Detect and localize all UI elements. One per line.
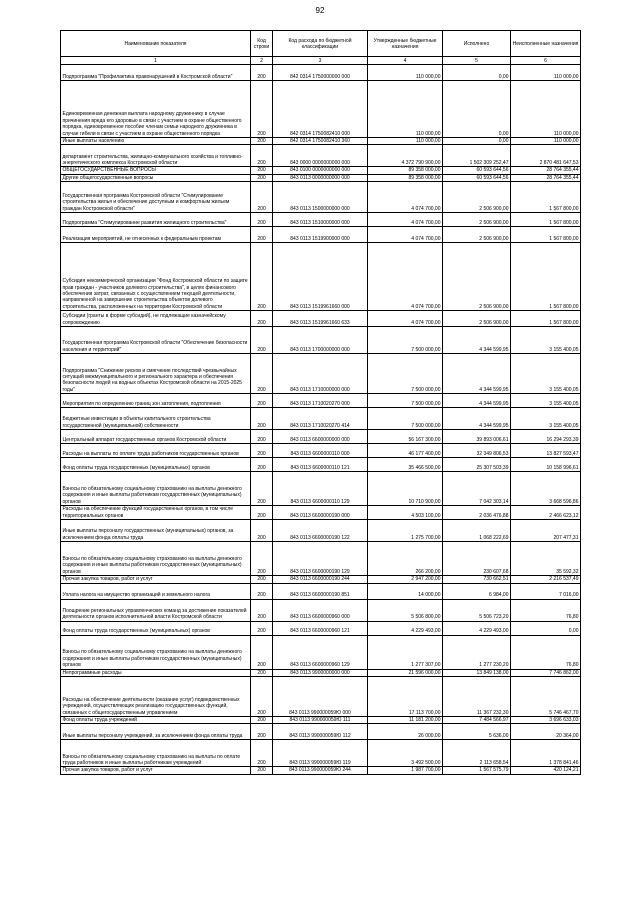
row-approved: 110 000,00 bbox=[368, 81, 443, 138]
row-unexecuted: 1 567 800,00 bbox=[511, 213, 581, 227]
header-name: Наименование показателя bbox=[61, 31, 251, 57]
row-class-code: 843 0113 990000059Ю 000 bbox=[273, 677, 368, 717]
row-class-code: 843 0113 1710000000 000 bbox=[273, 354, 368, 394]
table-row bbox=[61, 542, 581, 576]
row-unexecuted: 10 158 996,61 bbox=[511, 458, 581, 472]
row-class-code: 843 0113 990000059Ю 111 bbox=[273, 717, 368, 724]
row-executed: 2 506 900,00 bbox=[443, 311, 511, 327]
row-executed: 5 506 723,20 bbox=[443, 599, 511, 621]
table-row bbox=[61, 520, 581, 542]
row-unexecuted: 2 466 623,12 bbox=[511, 506, 581, 520]
row-code: 200 bbox=[251, 542, 273, 576]
row-name: Государственная программа Костромской области "Обеспечение безопасности населения и территорий" bbox=[61, 327, 251, 354]
row-class-code: 843 0113 1710020270 000 bbox=[273, 394, 368, 408]
row-unexecuted: 5 746 467,70 bbox=[511, 677, 581, 717]
row-unexecuted: 3 668 596,86 bbox=[511, 472, 581, 506]
row-executed: 11 367 232,30 bbox=[443, 677, 511, 717]
row-code: 200 bbox=[251, 174, 273, 181]
row-name: Взносы по обязательному социальному страхованию на выплаты денежного содержания и иные выплаты работникам государственных (муниципальных) органов bbox=[61, 635, 251, 669]
row-class-code: 843 0000 0000000000 000 bbox=[273, 145, 368, 167]
row-approved: 4 074 700,00 bbox=[368, 243, 443, 311]
row-name: Центральный аппарат государственных органов Костромской области bbox=[61, 430, 251, 444]
row-name: Расходы на обеспечение функций государственных органов, в том числе территориальных органов bbox=[61, 506, 251, 520]
header-class-code: Код расхода по бюджетной классификации bbox=[273, 31, 368, 57]
table-row bbox=[61, 167, 581, 174]
row-unexecuted: 3 155 400,05 bbox=[511, 354, 581, 394]
table-row bbox=[61, 635, 581, 669]
row-class-code: 842 0314 1750082410 000 bbox=[273, 81, 368, 138]
row-approved: 1 275 700,00 bbox=[368, 520, 443, 542]
row-executed: 32 349 806,53 bbox=[443, 444, 511, 458]
row-name: Государственная программа Костромской области "Стимулирование строительства жилья и обеспечение доступным и комфортным жильем граждан Костромской области" bbox=[61, 182, 251, 213]
row-executed: 230 607,68 bbox=[443, 542, 511, 576]
row-class-code: 843 0113 6600000190 129 bbox=[273, 542, 368, 576]
row-approved: 26 000,00 bbox=[368, 724, 443, 740]
row-executed: 7 042 303,14 bbox=[443, 472, 511, 506]
table-row bbox=[61, 430, 581, 444]
table-row bbox=[61, 724, 581, 740]
row-unexecuted: 1 567 800,00 bbox=[511, 311, 581, 327]
row-unexecuted: 28 764 355,44 bbox=[511, 167, 581, 174]
row-executed: 4 229 493,00 bbox=[443, 621, 511, 635]
table-row bbox=[61, 740, 581, 767]
row-unexecuted: 3 696 633,03 bbox=[511, 717, 581, 724]
row-code: 200 bbox=[251, 327, 273, 354]
table-row bbox=[61, 394, 581, 408]
row-class-code: 843 0113 6600000960 000 bbox=[273, 599, 368, 621]
row-executed: 1 502 309 252,47 bbox=[443, 145, 511, 167]
table-row bbox=[61, 311, 581, 327]
row-unexecuted: 7 016,00 bbox=[511, 583, 581, 599]
row-code: 200 bbox=[251, 506, 273, 520]
row-approved: 4 074 700,00 bbox=[368, 227, 443, 243]
header-unexecuted: Неисполненные назначения bbox=[511, 31, 581, 57]
row-approved: 89 358 000,00 bbox=[368, 174, 443, 181]
row-code: 200 bbox=[251, 430, 273, 444]
row-approved: 11 181 200,00 bbox=[368, 717, 443, 724]
row-unexecuted: 2 870 481 647,53 bbox=[511, 145, 581, 167]
row-class-code: 843 0113 6600000110 129 bbox=[273, 472, 368, 506]
row-code: 200 bbox=[251, 65, 273, 81]
row-unexecuted: 420 124,21 bbox=[511, 767, 581, 774]
row-name: Взносы по обязательному социальному страхованию на выплаты денежного содержания и иные выплаты работникам государственных (муниципальных) органов bbox=[61, 542, 251, 576]
row-executed: 2 506 900,00 bbox=[443, 243, 511, 311]
table-header-row bbox=[61, 31, 581, 57]
row-approved: 4 074 700,00 bbox=[368, 182, 443, 213]
row-approved: 35 466 500,00 bbox=[368, 458, 443, 472]
page-number: 92 bbox=[315, 6, 325, 15]
table-row bbox=[61, 472, 581, 506]
table-row bbox=[61, 677, 581, 717]
row-executed: 60 593 644,56 bbox=[443, 174, 511, 181]
row-class-code: 843 0113 6600000960 121 bbox=[273, 621, 368, 635]
row-code: 200 bbox=[251, 717, 273, 724]
row-code: 200 bbox=[251, 576, 273, 583]
row-approved: 4 229 493,00 bbox=[368, 621, 443, 635]
row-code: 200 bbox=[251, 724, 273, 740]
row-class-code: 843 0113 1519900000 000 bbox=[273, 227, 368, 243]
row-class-code: 843 0100 0000000000 000 bbox=[273, 167, 368, 174]
row-name: Реализация мероприятий, не отнесенных к федеральным проектам bbox=[61, 227, 251, 243]
row-executed: 39 893 006,61 bbox=[443, 430, 511, 444]
row-class-code: 843 0113 9900000000 000 bbox=[273, 669, 368, 676]
table-row bbox=[61, 81, 581, 138]
row-code: 200 bbox=[251, 408, 273, 430]
header-executed: Исполнено bbox=[443, 31, 511, 57]
row-code: 200 bbox=[251, 520, 273, 542]
row-name: Расходы на выплаты по оплате труда работников государственных органов bbox=[61, 444, 251, 458]
row-approved: 3 492 500,00 bbox=[368, 740, 443, 767]
row-name: Субсидия некоммерческой организации "Фонд Костромской области по защите прав граждан - участников долевого строительства", в целях финансового обеспечения затрат, связанных с осуществлением текущей деятельности, направленной на завершение строительства объектов долевого строительства, расположенных на территории Костромской области bbox=[61, 243, 251, 311]
row-code: 200 bbox=[251, 767, 273, 774]
row-unexecuted: 1 378 841,46 bbox=[511, 740, 581, 767]
table-row bbox=[61, 408, 581, 430]
row-code: 200 bbox=[251, 444, 273, 458]
column-number: 5 bbox=[443, 57, 511, 65]
row-executed: 13 849 138,00 bbox=[443, 669, 511, 676]
row-class-code: 843 0113 1500000000 000 bbox=[273, 182, 368, 213]
row-approved: 1 987 700,00 bbox=[368, 767, 443, 774]
row-class-code: 843 0113 6600000960 129 bbox=[273, 635, 368, 669]
row-class-code: 843 0113 6600000190 000 bbox=[273, 506, 368, 520]
row-unexecuted: 20 364,00 bbox=[511, 724, 581, 740]
row-executed: 6 984,00 bbox=[443, 583, 511, 599]
column-number: 1 bbox=[61, 57, 251, 65]
row-name: Иные выплаты населению bbox=[61, 138, 251, 145]
table-row bbox=[61, 576, 581, 583]
row-code: 200 bbox=[251, 182, 273, 213]
row-unexecuted: 3 155 400,05 bbox=[511, 327, 581, 354]
row-unexecuted: 0,00 bbox=[511, 621, 581, 635]
row-executed: 1 068 222,69 bbox=[443, 520, 511, 542]
row-code: 200 bbox=[251, 167, 273, 174]
row-approved: 2 947 200,00 bbox=[368, 576, 443, 583]
row-executed: 25 307 503,39 bbox=[443, 458, 511, 472]
row-class-code: 843 0113 6600000110 000 bbox=[273, 444, 368, 458]
row-code: 200 bbox=[251, 81, 273, 138]
row-name: Взносы по обязательному социальному страхованию на выплаты денежного содержания и иные выплаты работникам государственных (муниципальных) органов bbox=[61, 472, 251, 506]
row-approved: 4 074 700,00 bbox=[368, 311, 443, 327]
table-row bbox=[61, 65, 581, 81]
row-name: Бюджетные инвестиции в объекты капитального строительства государственной (муниципальной) собственности bbox=[61, 408, 251, 430]
row-executed: 7 484 566,97 bbox=[443, 717, 511, 724]
row-name: Фонд оплаты труда государственных (муниципальных) органов bbox=[61, 621, 251, 635]
row-class-code: 843 0113 6600000190 244 bbox=[273, 576, 368, 583]
row-code: 200 bbox=[251, 583, 273, 599]
row-approved: 56 167 300,00 bbox=[368, 430, 443, 444]
table-body bbox=[61, 65, 581, 775]
row-code: 200 bbox=[251, 677, 273, 717]
row-approved: 21 596 000,00 bbox=[368, 669, 443, 676]
row-class-code: 843 0113 1519961660 633 bbox=[273, 311, 368, 327]
table-row bbox=[61, 213, 581, 227]
table-row bbox=[61, 354, 581, 394]
column-number: 3 bbox=[273, 57, 368, 65]
column-number: 6 bbox=[511, 57, 581, 65]
row-unexecuted: 3 155 400,05 bbox=[511, 408, 581, 430]
row-unexecuted: 13 827 593,47 bbox=[511, 444, 581, 458]
row-class-code: 843 0113 1710020270 414 bbox=[273, 408, 368, 430]
row-unexecuted: 207 477,31 bbox=[511, 520, 581, 542]
row-name: Поощрение региональных управленческих команд за достижение показателей деятельности органов исполнительной власти Костромской области bbox=[61, 599, 251, 621]
table-row bbox=[61, 145, 581, 167]
row-name: Непрограммные расходы bbox=[61, 669, 251, 676]
row-approved: 7 500 000,00 bbox=[368, 408, 443, 430]
table-row bbox=[61, 506, 581, 520]
row-executed: 2 113 658,54 bbox=[443, 740, 511, 767]
row-name: ОБЩЕГОСУДАРСТВЕННЫЕ ВОПРОСЫ bbox=[61, 167, 251, 174]
row-name: департамент строительства, жилищно-коммунального хозяйства и топливно-энергетического комплекса Костромской области bbox=[61, 145, 251, 167]
row-name: Прочая закупка товаров, работ и услуг bbox=[61, 767, 251, 774]
row-approved: 7 500 000,00 bbox=[368, 354, 443, 394]
row-executed: 4 344 599,95 bbox=[443, 327, 511, 354]
row-executed: 5 636,00 bbox=[443, 724, 511, 740]
row-executed: 1 277 230,20 bbox=[443, 635, 511, 669]
row-code: 200 bbox=[251, 138, 273, 145]
row-name: Фонд оплаты труда государственных (муниципальных) органов bbox=[61, 458, 251, 472]
row-class-code: 843 0113 990000059Ю 112 bbox=[273, 724, 368, 740]
row-executed: 4 344 599,95 bbox=[443, 354, 511, 394]
row-class-code: 843 0113 990000059Ю 244 bbox=[273, 767, 368, 774]
row-code: 200 bbox=[251, 635, 273, 669]
row-approved: 89 358 000,00 bbox=[368, 167, 443, 174]
row-code: 200 bbox=[251, 599, 273, 621]
row-approved: 7 500 000,00 bbox=[368, 394, 443, 408]
row-name: Взносы по обязательному социальному страхованию на выплаты по оплате труда работников и иные выплаты работникам учреждений bbox=[61, 740, 251, 767]
row-unexecuted: 28 764 355,44 bbox=[511, 174, 581, 181]
row-executed: 2 036 476,88 bbox=[443, 506, 511, 520]
row-name: Подпрограмма "Стимулирование развития жилищного строительства" bbox=[61, 213, 251, 227]
row-name: Фонд оплаты труда учреждений bbox=[61, 717, 251, 724]
column-number: 4 bbox=[368, 57, 443, 65]
row-executed: 60 593 644,56 bbox=[443, 167, 511, 174]
row-code: 200 bbox=[251, 354, 273, 394]
row-class-code: 843 0113 6600000000 000 bbox=[273, 430, 368, 444]
header-row-code: Код строки bbox=[251, 31, 273, 57]
row-class-code: 843 0113 0000000000 000 bbox=[273, 174, 368, 181]
row-name: Подпрограмма "Профилактика правонарушений в Костромской области" bbox=[61, 65, 251, 81]
row-unexecuted: 110 000,00 bbox=[511, 65, 581, 81]
row-name: Субсидии (гранты в форме субсидий), не подлежащие казначейскому сопровождению bbox=[61, 311, 251, 327]
row-approved: 5 506 800,00 bbox=[368, 599, 443, 621]
row-unexecuted: 1 567 800,00 bbox=[511, 182, 581, 213]
row-unexecuted: 110 000,00 bbox=[511, 81, 581, 138]
row-executed: 2 506 900,00 bbox=[443, 182, 511, 213]
row-approved: 1 277 307,00 bbox=[368, 635, 443, 669]
row-approved: 110 000,00 bbox=[368, 138, 443, 145]
row-class-code: 842 0314 1750000000 000 bbox=[273, 65, 368, 81]
row-name: Другие общегосударственные вопросы bbox=[61, 174, 251, 181]
row-unexecuted: 1 567 800,00 bbox=[511, 243, 581, 311]
row-class-code: 843 0113 6600000190 122 bbox=[273, 520, 368, 542]
row-approved: 17 113 700,00 bbox=[368, 677, 443, 717]
table-row bbox=[61, 174, 581, 181]
row-name: Единовременная денежная выплата народному дружиннику в случае причинения вреда его здоровью в связи с участием в охране общественного порядка, единовременное пособие членам семьи народного дружинника в случае гибели в связи с участием в охране общественного порядка bbox=[61, 81, 251, 138]
row-executed: 0,00 bbox=[443, 81, 511, 138]
table-row bbox=[61, 227, 581, 243]
row-code: 200 bbox=[251, 740, 273, 767]
row-name: Подпрограмма "Снижение рисков и смягчение последствий чрезвычайных ситуаций межмуниципального и регионального характера и обеспечения безопасности людей на водных объектах Костромской области на 2015-2025 годы" bbox=[61, 354, 251, 394]
row-executed: 2 506 900,00 bbox=[443, 227, 511, 243]
row-approved: 4 503 100,00 bbox=[368, 506, 443, 520]
row-code: 200 bbox=[251, 243, 273, 311]
table-row bbox=[61, 138, 581, 145]
row-executed: 0,00 bbox=[443, 138, 511, 145]
row-unexecuted: 110 000,00 bbox=[511, 138, 581, 145]
row-name: Прочая закупка товаров, работ и услуг bbox=[61, 576, 251, 583]
table-row bbox=[61, 583, 581, 599]
row-executed: 2 506 900,00 bbox=[443, 213, 511, 227]
row-code: 200 bbox=[251, 394, 273, 408]
row-unexecuted: 16 294 293,39 bbox=[511, 430, 581, 444]
budget-execution-table bbox=[60, 30, 581, 775]
row-code: 200 bbox=[251, 621, 273, 635]
row-approved: 46 177 400,00 bbox=[368, 444, 443, 458]
row-class-code: 843 0113 6600000110 121 bbox=[273, 458, 368, 472]
row-approved: 110 000,00 bbox=[368, 65, 443, 81]
table-row bbox=[61, 621, 581, 635]
row-code: 200 bbox=[251, 458, 273, 472]
row-code: 200 bbox=[251, 227, 273, 243]
table-row bbox=[61, 717, 581, 724]
row-approved: 4 074 700,00 bbox=[368, 213, 443, 227]
row-code: 200 bbox=[251, 145, 273, 167]
row-unexecuted: 3 155 400,05 bbox=[511, 394, 581, 408]
row-name: Иные выплаты персоналу учреждений, за исключением фонда оплаты труда bbox=[61, 724, 251, 740]
row-class-code: 843 0113 1700000000 000 bbox=[273, 327, 368, 354]
row-approved: 14 000,00 bbox=[368, 583, 443, 599]
table-row bbox=[61, 182, 581, 213]
row-unexecuted: 2 216 537,49 bbox=[511, 576, 581, 583]
row-executed: 4 344 599,95 bbox=[443, 394, 511, 408]
row-executed: 730 662,51 bbox=[443, 576, 511, 583]
row-code: 200 bbox=[251, 213, 273, 227]
column-number: 2 bbox=[251, 57, 273, 65]
row-name: Расходы на обеспечение деятельности (оказание услуг) подведомственных учреждений, осуществляющих реализацию государственных функций, связанных с общегосударственным управлением bbox=[61, 677, 251, 717]
table-row bbox=[61, 767, 581, 774]
table-row bbox=[61, 327, 581, 354]
row-class-code: 843 0113 1519961660 000 bbox=[273, 243, 368, 311]
row-code: 200 bbox=[251, 669, 273, 676]
table-row bbox=[61, 243, 581, 311]
row-executed: 0,00 bbox=[443, 65, 511, 81]
row-executed: 4 344 599,95 bbox=[443, 408, 511, 430]
row-class-code: 843 0113 990000059Ю 119 bbox=[273, 740, 368, 767]
row-name: Мероприятия по определению границ зон затопления, подтопления bbox=[61, 394, 251, 408]
table-row bbox=[61, 458, 581, 472]
row-approved: 266 200,00 bbox=[368, 542, 443, 576]
table-row bbox=[61, 599, 581, 621]
row-class-code: 843 0113 6600000190 851 bbox=[273, 583, 368, 599]
column-number-row bbox=[61, 57, 581, 65]
row-name: Уплата налога на имущество организаций и земельного налога bbox=[61, 583, 251, 599]
row-approved: 4 372 790 900,00 bbox=[368, 145, 443, 167]
row-name: Иные выплаты персоналу государственных (муниципальных) органов, за исключением фонда оплаты труда bbox=[61, 520, 251, 542]
table-row bbox=[61, 444, 581, 458]
row-unexecuted: 76,80 bbox=[511, 599, 581, 621]
row-executed: 1 567 575,79 bbox=[443, 767, 511, 774]
table-row bbox=[61, 669, 581, 676]
row-code: 200 bbox=[251, 472, 273, 506]
row-approved: 10 710 900,00 bbox=[368, 472, 443, 506]
row-unexecuted: 1 567 800,00 bbox=[511, 227, 581, 243]
row-approved: 7 500 000,00 bbox=[368, 327, 443, 354]
row-class-code: 842 0314 1750082410 360 bbox=[273, 138, 368, 145]
row-unexecuted: 76,80 bbox=[511, 635, 581, 669]
header-approved: Утвержденные бюджетные назначения bbox=[368, 31, 443, 57]
row-code: 200 bbox=[251, 311, 273, 327]
row-class-code: 843 0113 1510000000 000 bbox=[273, 213, 368, 227]
row-unexecuted: 7 746 862,00 bbox=[511, 669, 581, 676]
row-unexecuted: 35 592,32 bbox=[511, 542, 581, 576]
